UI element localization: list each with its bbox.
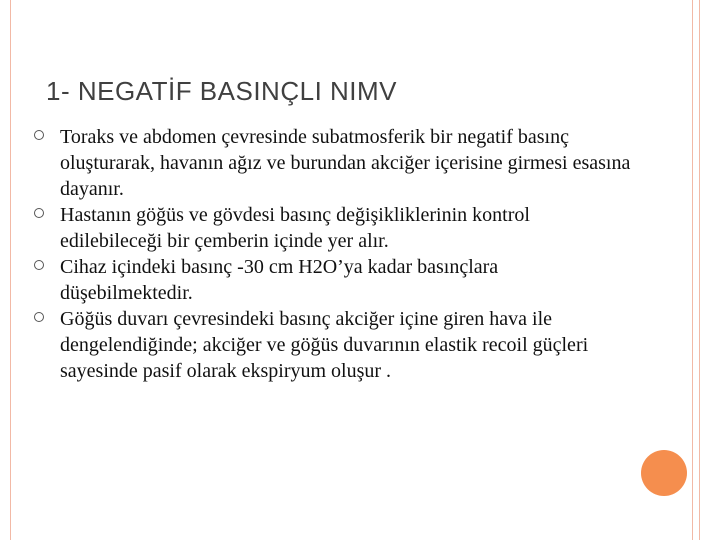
right-border-line-outer [699,0,700,540]
right-border-line [692,0,693,540]
left-border-line [10,0,11,540]
bullet-item [34,202,634,254]
bullet-text: Toraks ve abdomen çevresinde subatmosferik bir negatif basınç oluşturarak, havanın ağız ve burundan akciğer içerisine girmesi esasına dayanır. [60,126,631,200]
circle-bullet-icon [34,130,44,140]
circle-bullet-icon [34,312,44,322]
circle-bullet-icon [34,260,44,270]
bullet-text: Göğüs duvarı çevresindeki basınç akciğer içine giren hava ile dengelendiğinde; akciğer ve göğüs duvarının elastik recoil güçleri sayesinde pasif olarak ekspiryum oluşur . [60,308,589,382]
bullet-item [34,124,634,202]
slide-title: 1- NEGATİF BASINÇLI NIMV [46,76,398,106]
bullet-text: Cihaz içindeki basınç -30 cm H2O’ya kadar basınçlara düşebilmektedir. [60,256,499,304]
bullet-text: Hastanın göğüs ve gövdesi basınç değişikliklerinin kontrol edilebileceği bir çemberin içinde yer alır. [60,204,530,252]
bullet-item [34,306,634,384]
bullet-list [34,124,634,384]
circle-bullet-icon [34,208,44,218]
bullet-item [34,254,634,306]
decorative-orange-circle [641,450,687,496]
